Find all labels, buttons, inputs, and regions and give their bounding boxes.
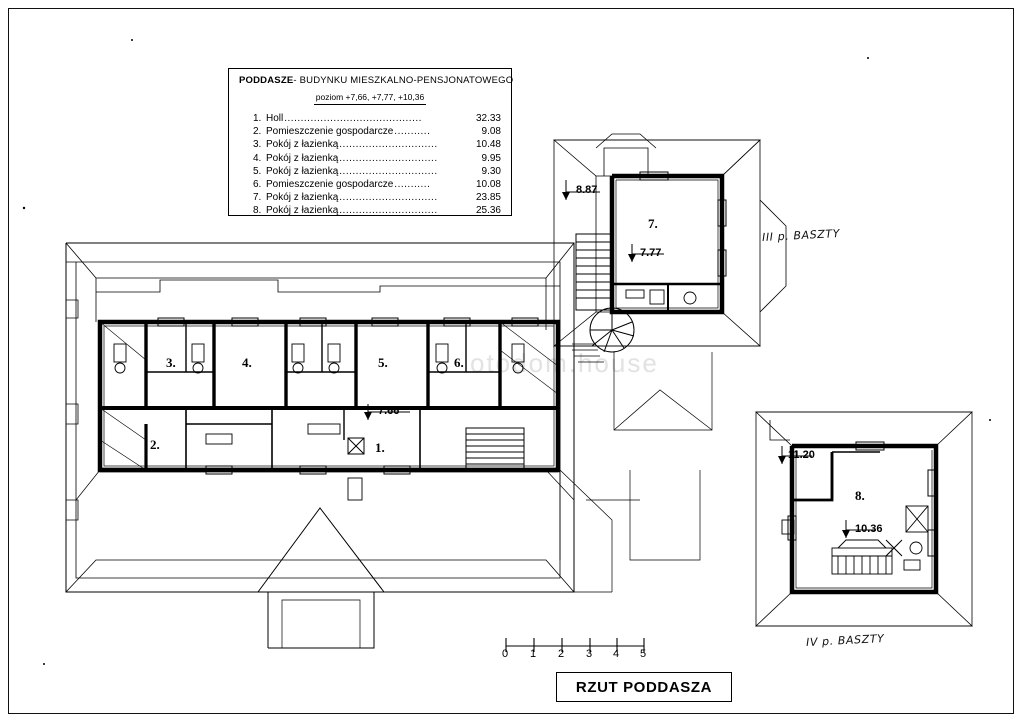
legend-row-dots: ..............................	[339, 152, 438, 164]
legend-row-area: 9.08	[481, 126, 501, 138]
legend-row-dots: ...........	[394, 126, 431, 138]
legend-row-name: Pomieszczenie gospodarcze	[266, 126, 394, 138]
legend-row-dots: ..............................	[339, 205, 438, 217]
room-marker-1: 1.	[375, 440, 385, 455]
legend-row-name: Pokój z łazienką	[266, 165, 339, 177]
legend-row-number: 8.	[253, 205, 262, 217]
room-marker-3: 3.	[166, 355, 176, 370]
drawing-title: RZUT PODDASZA	[575, 678, 713, 696]
legend-row-area: 9.30	[481, 165, 501, 177]
scale-tick-5: 5	[640, 648, 647, 660]
level-marker-11-20: 11.20	[788, 449, 815, 461]
legend-row	[253, 112, 501, 125]
scale-tick-4: 4	[613, 648, 620, 660]
legend-row-number: 6.	[253, 179, 262, 191]
legend-room-list	[239, 112, 501, 218]
legend-title-bold: PODDASZE	[239, 75, 294, 86]
legend-row-name: Pokój z łazienką	[266, 139, 339, 151]
annotation-tower-fourth-floor: IV p. BASZTY	[805, 631, 885, 650]
legend-row-number: 4.	[253, 152, 262, 164]
room-marker-5: 5.	[378, 355, 388, 370]
room-marker-4: 4.	[242, 355, 252, 370]
legend-row-name: Pomieszczenie gospodarcze	[266, 179, 394, 191]
legend-row	[253, 204, 501, 217]
annotation-tower-third-floor: III p. BASZTY	[761, 226, 841, 245]
legend-row-name: Holl	[266, 113, 284, 124]
legend-box	[228, 68, 512, 216]
legend-row-name: Pokój z łazienką	[266, 205, 339, 217]
legend-row	[253, 138, 501, 151]
legend-row	[253, 125, 501, 138]
scale-tick-2: 2	[558, 648, 565, 660]
legend-row-dots: ..........................................	[284, 113, 422, 124]
legend-row	[253, 165, 501, 178]
legend-title-rest: - BUDYNKU MIESZKALNO-PENSJONATOWEGO	[293, 75, 514, 86]
drawing-title-box	[556, 672, 732, 702]
legend-row-area: 25.36	[475, 205, 501, 217]
legend-row-number: 5.	[253, 165, 262, 177]
legend-row-dots: ..............................	[339, 192, 438, 204]
legend-row-area: 10.48	[475, 139, 501, 151]
legend-row-name: Pokój z łazienką	[266, 192, 339, 204]
level-marker-7-66: 7.66	[378, 405, 400, 417]
legend-row	[253, 178, 501, 191]
room-marker-6: 6.	[454, 355, 464, 370]
legend-row-dots: ..............................	[339, 139, 438, 151]
legend-row-number: 7.	[253, 192, 262, 204]
level-marker-7-77: 7.77	[640, 247, 662, 259]
legend-title	[239, 75, 514, 87]
legend-row-number: 3.	[253, 139, 262, 151]
legend-row-number: 2.	[253, 126, 262, 138]
scale-tick-3: 3	[586, 648, 593, 660]
scale-tick-1: 1	[530, 648, 537, 660]
legend-row-area: 10.08	[475, 179, 501, 191]
legend-subtitle: poziom +7,66, +7,77, +10,36	[314, 92, 426, 105]
level-marker-8-87: 8.87	[576, 184, 598, 196]
legend-row-area: 23.85	[475, 192, 501, 204]
legend-row-dots: ..............................	[339, 165, 438, 177]
legend-row-area: 32.33	[475, 113, 501, 124]
scale-tick-0: 0	[502, 648, 509, 660]
legend-row-dots: ...........	[394, 179, 431, 191]
room-marker-8: 8.	[855, 488, 865, 503]
legend-row-number: 1.	[253, 113, 262, 124]
watermark-text: otodom.house	[470, 348, 659, 378]
room-marker-2: 2.	[150, 437, 160, 452]
legend-row	[253, 152, 501, 165]
legend-row	[253, 191, 501, 204]
level-marker-10-36: 10.36	[855, 523, 883, 535]
room-marker-7: 7.	[648, 216, 658, 231]
legend-row-name: Pokój z łazienką	[266, 152, 339, 164]
legend-row-area: 9.95	[481, 152, 501, 164]
